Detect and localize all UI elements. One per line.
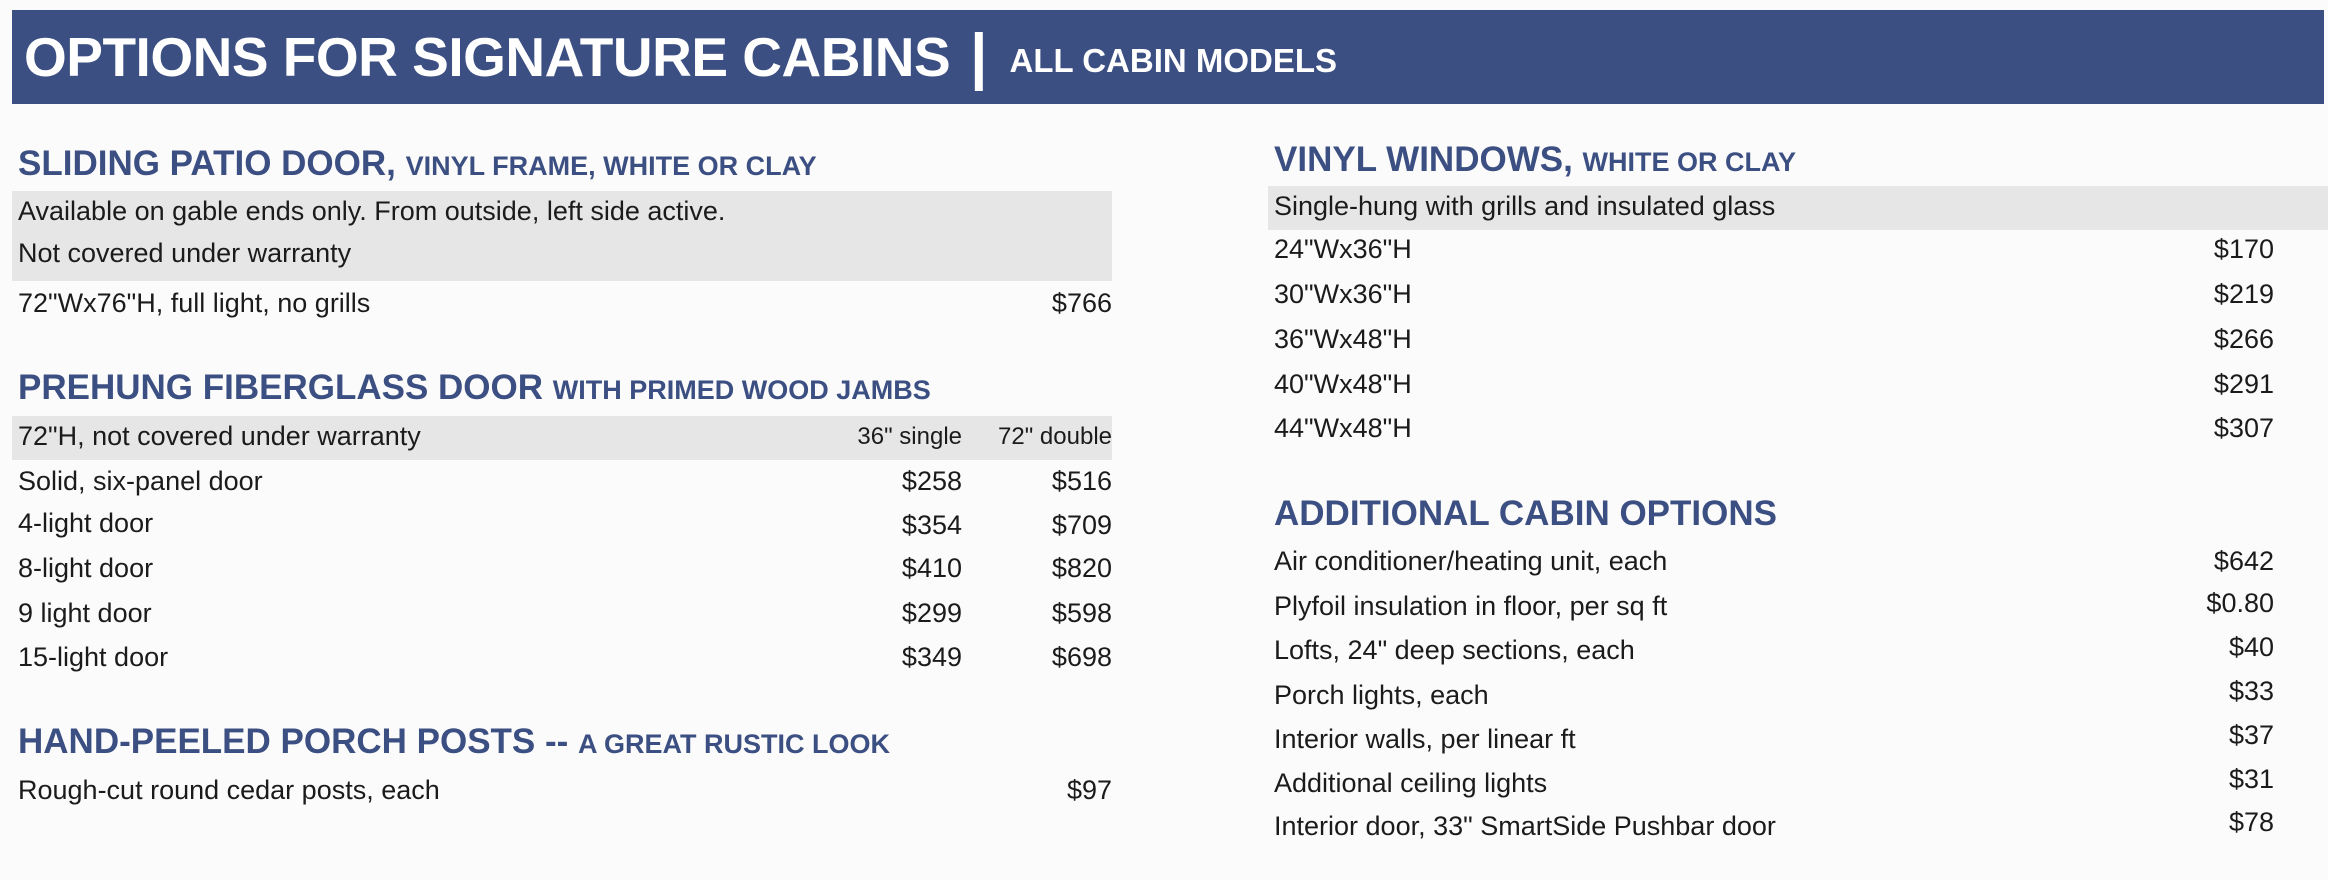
option-row-label: Interior door, 33" SmartSide Pushbar door bbox=[1274, 811, 1776, 841]
door-row-single-price: $354 bbox=[901, 510, 962, 540]
section-subtitle: WHITE OR CLAY bbox=[1582, 147, 1797, 177]
section-title: SLIDING PATIO DOOR, bbox=[18, 144, 396, 183]
option-row-price: $40 bbox=[2228, 632, 2274, 662]
section-subtitle: WITH PRIMED WOOD JAMBS bbox=[552, 375, 931, 405]
sliding-door-note-1: Available on gable ends only. From outside, left side active. bbox=[18, 196, 726, 226]
door-row-double-price: $698 bbox=[1051, 642, 1112, 672]
additional-options-heading: ADDITIONAL CABIN OPTIONS bbox=[1274, 494, 1777, 533]
option-row-price: $33 bbox=[2228, 676, 2274, 706]
window-row-price: $307 bbox=[2213, 413, 2274, 443]
option-row-price: $0.80 bbox=[2206, 588, 2274, 618]
section-title: PREHUNG FIBERGLASS DOOR bbox=[18, 368, 544, 407]
door-row-label: 15-light door bbox=[18, 642, 169, 672]
door-row-double-price: $516 bbox=[1051, 466, 1112, 496]
door-row-label: Solid, six-panel door bbox=[18, 466, 263, 496]
column-header-double: 72" double bbox=[998, 423, 1112, 450]
option-row-price: $31 bbox=[2228, 764, 2274, 794]
door-row-label: 4-light door bbox=[18, 508, 154, 538]
sliding-door-item-price: $766 bbox=[1051, 288, 1112, 318]
window-row-label: 44"Wx48"H bbox=[1274, 413, 1412, 443]
window-row-label: 24"Wx36"H bbox=[1274, 234, 1412, 264]
window-row-price: $266 bbox=[2213, 324, 2274, 354]
section-subtitle: A GREAT RUSTIC LOOK bbox=[578, 729, 891, 759]
option-row-price: $37 bbox=[2228, 720, 2274, 750]
door-row-double-price: $598 bbox=[1051, 598, 1112, 628]
title-separator: | bbox=[970, 22, 988, 91]
window-row-label: 40"Wx48"H bbox=[1274, 369, 1412, 399]
door-row-single-price: $410 bbox=[901, 553, 962, 583]
door-row-single-price: $349 bbox=[901, 642, 962, 672]
door-row-double-price: $709 bbox=[1051, 510, 1112, 540]
door-row-label: 8-light door bbox=[18, 553, 154, 583]
section-title: HAND-PEELED PORCH POSTS -- bbox=[18, 722, 569, 761]
porch-posts-heading bbox=[18, 722, 890, 762]
prehung-door-heading bbox=[18, 368, 931, 408]
option-row-label: Air conditioner/heating unit, each bbox=[1274, 546, 1668, 576]
sliding-patio-door-heading bbox=[18, 144, 817, 184]
page-subtitle: ALL CABIN MODELS bbox=[1009, 41, 1338, 79]
option-row-price: $642 bbox=[2213, 546, 2274, 576]
door-row-label: 9 light door bbox=[18, 598, 152, 628]
column-header-single: 36" single bbox=[857, 423, 962, 450]
sliding-door-note-2: Not covered under warranty bbox=[18, 238, 352, 268]
prehung-door-note: 72"H, not covered under warranty bbox=[18, 421, 421, 451]
sliding-door-item-label: 72"Wx76"H, full light, no grills bbox=[18, 288, 371, 318]
window-row-price: $291 bbox=[2213, 369, 2274, 399]
door-row-double-price: $820 bbox=[1051, 553, 1112, 583]
vinyl-windows-note: Single-hung with grills and insulated glass bbox=[1274, 191, 1776, 221]
section-title: VINYL WINDOWS, bbox=[1274, 140, 1573, 179]
door-row-single-price: $299 bbox=[901, 598, 962, 628]
porch-posts-item-price: $97 bbox=[1066, 775, 1112, 805]
window-row-label: 36"Wx48"H bbox=[1274, 324, 1412, 354]
porch-posts-item-label: Rough-cut round cedar posts, each bbox=[18, 775, 440, 805]
option-row-label: Porch lights, each bbox=[1274, 680, 1489, 710]
page-title: OPTIONS FOR SIGNATURE CABINS bbox=[24, 25, 951, 88]
window-row-price: $170 bbox=[2213, 234, 2274, 264]
vinyl-windows-heading bbox=[1274, 140, 1796, 180]
window-row-label: 30"Wx36"H bbox=[1274, 279, 1412, 309]
section-subtitle: VINYL FRAME, WHITE OR CLAY bbox=[405, 151, 817, 181]
option-row-label: Lofts, 24" deep sections, each bbox=[1274, 635, 1635, 665]
option-row-label: Additional ceiling lights bbox=[1274, 768, 1548, 798]
option-row-label: Plyfoil insulation in floor, per sq ft bbox=[1274, 591, 1668, 621]
door-row-single-price: $258 bbox=[901, 466, 962, 496]
option-row-label: Interior walls, per linear ft bbox=[1274, 724, 1576, 754]
page-banner bbox=[12, 10, 2324, 104]
option-row-price: $78 bbox=[2228, 807, 2274, 837]
window-row-price: $219 bbox=[2213, 279, 2274, 309]
